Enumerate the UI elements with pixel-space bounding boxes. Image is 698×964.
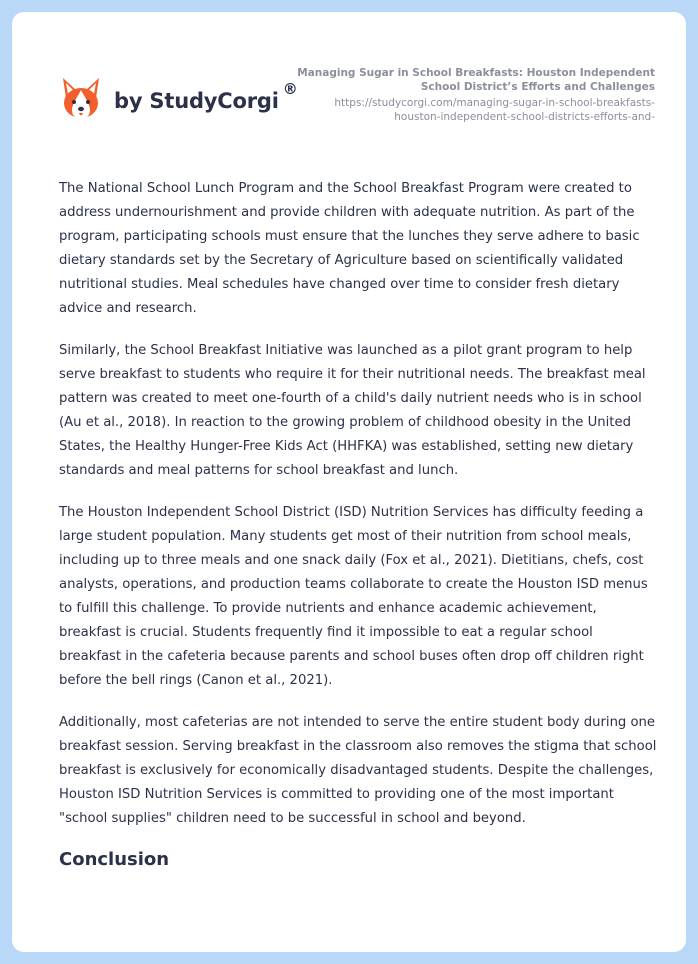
paragraph: The National School Lunch Program and the School Breakfast Program were created to address undernourishment and provide children with adequate nutrition. As part of the program, participating schools must ensure that the lunches they serve adhere to basic dietary standards set by the Secretary of Agriculture based on scientifically validated nutritional studies. Meal schedules have changed over time to consider fresh dietary advice and research. [59,181,640,316]
registered-mark: ® [282,80,298,98]
document-page [12,12,686,952]
source-title: Managing Sugar in School Breakfasts: Houston Independent School District’s Efforts and Challenges [297,67,655,93]
paragraph: Additionally, most cafeterias are not intended to serve the entire student body during one breakfast session. Serving breakfast in the classroom also removes the stigma that school breakfast is exclusively for economically disadvantaged students. Despite the challenges, Houston ISD Nutrition Services is committed to providing one of the most important "school supplies" children need to be successful in school and beyond. [59,715,657,826]
article-body [59,177,659,870]
corgi-icon [60,76,102,122]
source-url-line-2[interactable]: houston-independent-school-districts-efforts-and- [394,111,655,123]
brand-name: by StudyCorgi [114,89,279,113]
source-info [275,66,655,124]
source-url-line-1[interactable]: https://studycorgi.com/managing-sugar-in-school-breakfasts- [334,97,655,109]
studycorgi-logo[interactable] [60,76,298,122]
section-heading-conclusion: Conclusion [59,849,170,870]
paragraph: Similarly, the School Breakfast Initiative was launched as a pilot grant program to help serve breakfast to students who require it for their nutritional needs. The breakfast meal pattern was created to meet one-fourth of a child's daily nutrient needs who is in school (Au et al., 2018). In reaction to the growing problem of childhood obesity in the United States, the Healthy Hunger-Free Kids Act (HHFKA) was established, setting new dietary standards and meal patterns for school breakfast and lunch. [59,343,646,478]
paragraph: The Houston Independent School District (ISD) Nutrition Services has difficulty feeding a large student population. Many students get most of their nutrition from school meals, including up to three meals and one snack daily (Fox et al., 2021). Dietitians, chefs, cost analysts, operations, and production teams collaborate to create the Houston ISD menus to fulfill this challenge. To provide nutrients and enhance academic achievement, breakfast is crucial. Students frequently find it impossible to eat a regular school breakfast in the cafeteria because parents and school buses often drop off children right before the bell rings (Canon et al., 2021). [59,505,648,688]
source-url[interactable] [275,96,655,124]
